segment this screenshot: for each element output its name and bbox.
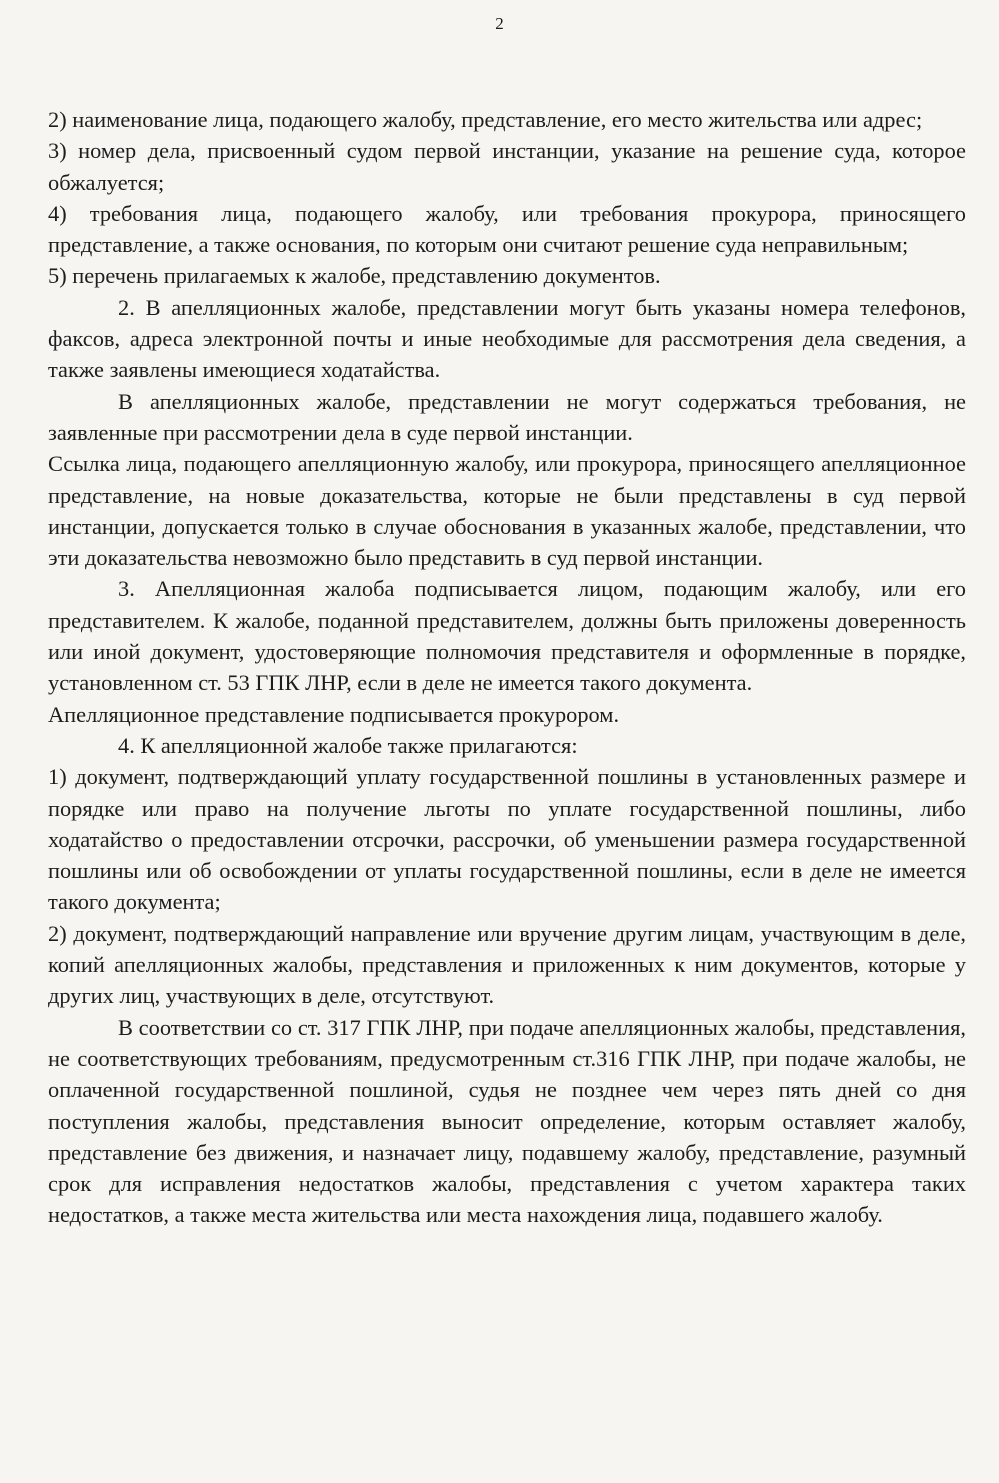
paragraph: 2) документ, подтверждающий направление или вручение другим лицам, участвующим в деле, копий апелляционных жалобы, представления и приложенных к ним документов, которые у других лиц, участвующих в деле, отсутствуют.: [48, 920, 966, 1009]
paragraph: 2) наименование лица, подающего жалобу, представление, его место жительства или адрес;: [48, 107, 923, 132]
paragraph: В соответствии со ст. 317 ГПК ЛНР, при подаче апелляционных жалобы, представления, не соответствующих требованиям, предусмотренным ст.316 ГПК ЛНР, при подаче жалобы, не оплаченной государственной пошлиной, судья не позднее чем через пять дней со дня поступления жалобы, представления выносит определение, которым оставляет жалобу, представление без движения, и назначает лицу, подавшему жалобу, представление, разумный срок для исправления недостатков жалобы, представления с учетом характера таких недостатков, а также места жительства или места нахождения лица, подавшего жалобу.: [48, 1014, 966, 1228]
document-body: [48, 104, 966, 1231]
paragraph: 3) номер дела, присвоенный судом первой инстанции, указание на решение суда, которое обжалуется;: [48, 138, 966, 195]
paragraph: Апелляционное представление подписывается прокурором.: [48, 701, 620, 727]
paragraph: В апелляционных жалобе, представлении не могут содержаться требования, не заявленные при рассмотрении дела в суде первой инстанции.: [48, 388, 966, 445]
page-number: 2: [495, 14, 504, 33]
paragraph: 3. Апелляционная жалоба подписывается лицом, подающим жалобу, или его представителем. К жалобе, поданной представителем, должны быть приложены доверенность или иной документ, удостоверяющие полномочия представителя и оформленные в порядке, установленном ст. 53 ГПК ЛНР, если в деле не имеется такого документа.: [48, 576, 966, 696]
paragraph: 5) перечень прилагаемых к жалобе, представлению документов.: [48, 263, 661, 289]
paragraph: 1) документ, подтверждающий уплату государственной пошлины в установленных размере и порядке или право на получение льготы по уплате государственной пошлины, либо ходатайство о предоставлении отсрочки, рассрочки, об уменьшении размера государственной пошлины или об освобождении от уплаты государственной пошлины, если в деле не имеется такого документа;: [48, 764, 966, 915]
paragraph: 4. К апелляционной жалобе также прилагаются:: [118, 732, 578, 758]
paragraph: Ссылка лица, подающего апелляционную жалобу, или прокурора, приносящего апелляционное представление, на новые доказательства, которые не были представлены в суд первой инстанции, допускается только в случае обоснования в указанных жалобе, представлении, что эти доказательства невозможно было представить в суд первой инстанции.: [48, 451, 966, 571]
paragraph: 4) требования лица, подающего жалобу, или требования прокурора, приносящего представление, а также основания, по которым они считают решение суда неправильным;: [48, 200, 966, 258]
paragraph: 2. В апелляционных жалобе, представлении могут быть указаны номера телефонов, факсов, адреса электронной почты и иные необходимые для рассмотрения дела сведения, а также заявлены имеющиеся ходатайства.: [48, 294, 966, 383]
